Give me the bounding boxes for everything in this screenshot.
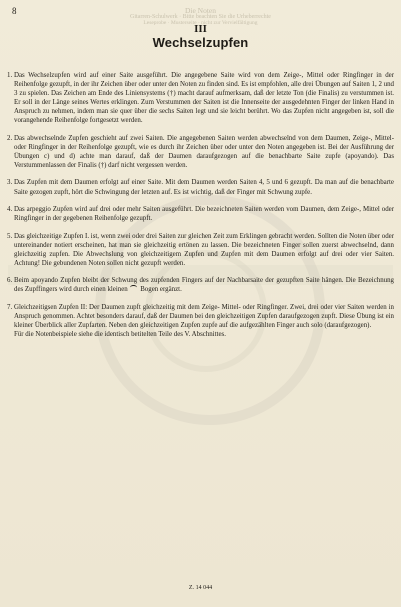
paragraph-number: 7. [7,303,13,311]
apoyando-arc-icon [130,285,137,290]
paragraph-number: 2. [7,134,13,142]
paragraph-text-after: Bogen ergänzt. [140,286,182,294]
paragraph-text: Das Zupfen mit dem Daumen erfolgt auf einer Saite. Mit dem Daumen werden Saiten 4, 5 und 6 gezupft. Da man auf die benachbarte Saite gezogen zupft, hört die Schwingung der letzten auf. Es ist wichtig, daß der Finger mit Schwung zupfe. [14,179,394,196]
footer-catalog-code: Z. 14 044 [188,585,213,591]
paragraph-text-before: Beim apoyando Zupfen bleibt der Schwung des zupfenden Fingers auf der Nachbarsaite der gezupften Saite hängen. Die Bezeichnung des Zupffingers wird durch einen kleinen [14,277,394,294]
watermark-text-line-3: Leseprobe · Musterseite · nicht zur Vervielfältigung [143,20,258,26]
chapter-body [7,71,394,348]
watermark-text-line-2: Gitarren-Schulwerk · Bitte beachten Sie die Urheberrechte [130,14,271,20]
paragraph-1 [7,71,394,125]
paragraph-2 [7,134,394,170]
watermark-text-line-1: Die Noten [184,6,217,15]
paragraph-5 [7,232,394,268]
paragraph-number: 5. [7,232,13,240]
page-number: 8 [12,6,17,16]
paragraph-7 [7,303,394,339]
paragraph-number: 3. [7,179,13,187]
paragraph-text: Das Wechselzupfen wird auf einer Saite ausgeführt. Die angegebene Saite wird von dem Zeige-, Mittel oder Ringfinger in der Reihenfolge gezupft, in der ihr Zeichen über oder unter den Noten zu finden sind. Es ist empfohlen, alle drei Übungen auf Saiten 1, 2 und 3 zu spielen. Das Zeichen am Ende des Liniensystems (†) macht darauf aufmerksam, daß der letzte Ton (die Finalis) zu verstummen ist. Er soll in der Länge seines Wertes erklingen. Zum Verstummen der Saiten ist die Innenseite der ausgedehnten Finger der linken Hand in Anspruch zu nehmen, indem man sie quer über die sechs Saiten legt und sie leicht berührt. Wo das Zupfen nicht angegeben ist, soll die vorangehende Reihenfolge fortgesetzt werden. [14,72,394,125]
paragraph-number: 6. [7,277,13,285]
chapter-numeral: III [194,23,207,35]
paragraph-3 [7,178,394,196]
paragraph-appendix: Für die Notenbeispiele siehe die identisch betitelten Teile des V. Abschnittes. [14,331,226,339]
paragraph-6 [7,276,394,294]
paragraph-text: Das abwechselnde Zupfen geschieht auf zwei Saiten. Die angegebenen Saiten werden abwechselnd von dem Daumen, Zeige-, Mittel- oder Ringfinger in der Reihenfolge gezupft, wie es durch ihr Zeichen über oder unter den Noten angegeben ist. Bei der Ausführung der Übungen c) und d) achte man darauf, daß der Daumen daraufgezogen auf die benachbarte Saite zupfe (apoyando). Das Verstummenlassen der Finalis (†) darf nicht vergessen werden. [14,134,394,169]
chapter-title: Wechselzupfen [152,35,249,50]
paragraph-number: 4. [7,206,13,214]
paragraph-text: Das arpeggio Zupfen wird auf drei oder mehr Saiten ausgeführt. Die bezeichneten Saiten werden vom Daumen, dem Zeige-, Mittel oder Ringfinger in der gegebenen Reihenfolge gezupft. [14,206,394,223]
paragraph-text: Gleichzeitigsen Zupfen II: Der Daumen zupft gleichzeitig mit dem Zeige- Mittel- oder Ringfinger. Zwei, drei oder vier Saiten werden in Anspruch genommen. Achtet besonders darauf, daß der Daumen bei den gleichzeitigen Zupfen daraufgezogen zupft. Diese Übung ist ein kleiner Überblick aller Zupfarten. Neben den gleichzeitigen Zupfen zupfe auf die aufgezählten Finger auch solo (daraufgezogen). [14,303,394,330]
paragraph-4 [7,205,394,223]
paragraph-number: 1. [7,72,13,79]
paragraph-text: Das gleichzeitige Zupfen I. ist, wenn zwei oder drei Saiten zur gleichen Zeit zum Erklingen gebracht werden. Sollten die Noten über oder untereinander notiert erscheinen, hat man sie gleichzeitig ertönen zu lassen. Die bezeichneten Finger sollen zuerst abwechselnd, dann gleichzeitig zupfen. Die Abwechslung von gleichzeitigem Zupfen und Zupfen mit dem Daumen erfolgt auf drei oder vier Saiten. Achtung! Die gebundenen Noten sollen nicht gezupft werden. [14,232,394,267]
